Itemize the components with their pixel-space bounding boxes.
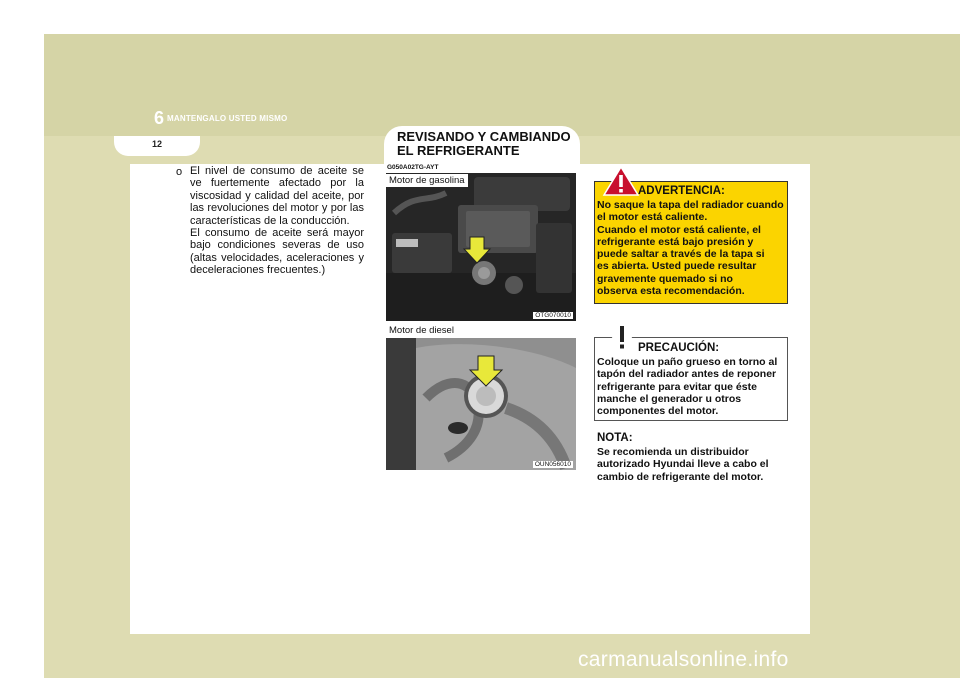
bullet-marker: o bbox=[176, 166, 183, 178]
section-title bbox=[397, 130, 587, 158]
caution-line: tapón del radiador antes de reponer bbox=[597, 368, 777, 381]
caution-line: refrigerante para evitar que éste bbox=[597, 380, 757, 393]
caution-title: PRECAUCIÓN: bbox=[638, 342, 720, 354]
warning-line: No saque la tapa del radiador cuando bbox=[597, 199, 784, 211]
diesel-engine-photo bbox=[386, 325, 576, 470]
gasoline-engine-photo bbox=[386, 173, 576, 321]
photo-label-diesel: Motor de diesel bbox=[386, 324, 457, 337]
caution-line: manche el generador u otros bbox=[597, 392, 742, 405]
exclamation-triangle-icon bbox=[604, 320, 640, 352]
photo-code-diesel: OUN056010 bbox=[534, 461, 571, 468]
warning-line: el motor está caliente. bbox=[597, 211, 708, 224]
warning-line: es abierta. Usted puede resultar bbox=[597, 260, 757, 273]
warning-line: Cuando el motor está caliente, el bbox=[597, 223, 761, 236]
warning-title: ADVERTENCIA: bbox=[638, 185, 725, 197]
warning-line: refrigerante está bajo presión y bbox=[597, 235, 754, 248]
paragraph-1: El nivel de consumo de aceite se ve fuertemente afectado por la viscosidad y calidad del aceite, por las revoluciones del motor y por las características de la conducción. bbox=[190, 165, 364, 227]
watermark: carmanualsonline.info bbox=[578, 648, 789, 671]
nota-line: Se recomienda un distribuidor bbox=[597, 446, 749, 458]
nota-text bbox=[597, 446, 786, 483]
nota-line: cambio de refrigerante del motor. bbox=[597, 470, 764, 483]
warning-text bbox=[597, 199, 786, 297]
oil-consumption-text bbox=[190, 165, 364, 277]
caution-line: Coloque un paño grueso en torno al bbox=[597, 356, 778, 368]
diesel-engine-image bbox=[386, 338, 576, 470]
nota-title: NOTA: bbox=[597, 432, 633, 444]
warning-line: gravemente quemado si no bbox=[597, 272, 733, 285]
photo-label-gasoline: Motor de gasolina bbox=[386, 174, 468, 187]
photo-code-gasoline: OTG070010 bbox=[535, 312, 571, 319]
paragraph-2: El consumo de aceite será mayor bajo condiciones severas de uso (altas velocidades, aceleraciones y deceleraciones frecuentes.) bbox=[190, 227, 364, 277]
section-code: G050A02TG-AYT bbox=[387, 164, 439, 171]
section-title-line-1: REVISANDO Y CAMBIANDO bbox=[397, 129, 571, 144]
chapter-title: MANTENGALO USTED MISMO bbox=[167, 114, 288, 123]
exclamation-triangle-icon bbox=[603, 166, 639, 196]
nota-line: autorizado Hyundai lleve a cabo el bbox=[597, 458, 769, 471]
warning-line: puede saltar a través de la tapa si bbox=[597, 248, 765, 261]
section-title-line-2: EL REFRIGERANTE bbox=[397, 143, 520, 158]
gasoline-engine-image bbox=[386, 173, 576, 321]
warning-line: observa esta recomendación. bbox=[597, 285, 745, 298]
caution-text bbox=[597, 356, 786, 417]
caution-line: componentes del motor. bbox=[597, 405, 719, 418]
page-number: 12 bbox=[152, 139, 163, 149]
chapter-number: 6 bbox=[154, 108, 165, 128]
